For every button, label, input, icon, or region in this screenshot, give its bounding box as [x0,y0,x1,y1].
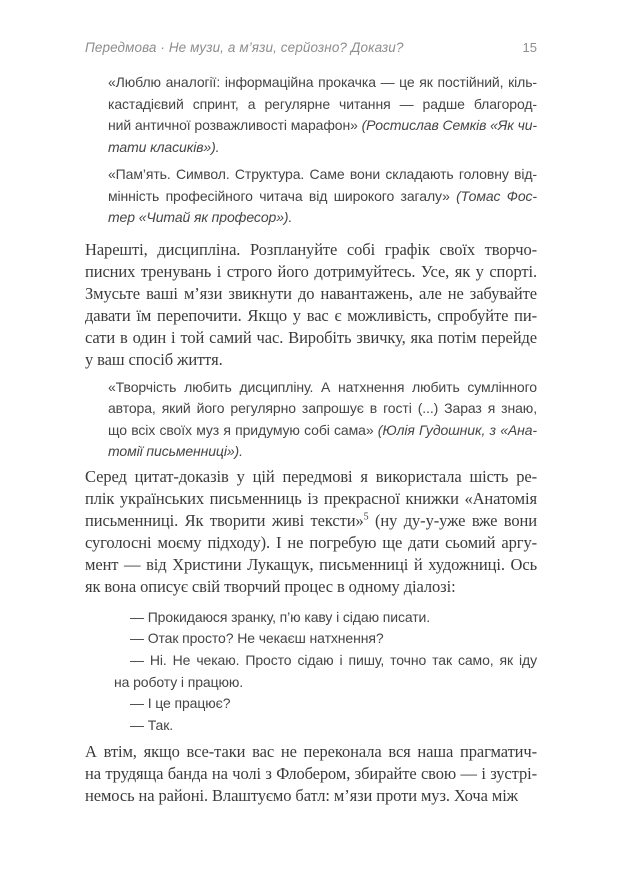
text-line: «Пам’ять. Символ. Структура. Саме вони складають головну від- [108,166,537,182]
dialogue-line: — Так. [130,716,174,733]
text-line: на трудяща банда на чолі з Флобером, збирайте свою — і зустрі- [85,763,537,783]
quote-attribution: (Юлія Гудошник, з «Ана- [377,421,537,438]
text-line: Нарешті, дисципліна. Розплануйте собі графік своїх творчо- [85,239,537,259]
block-quote-hudoshnyk [108,377,537,463]
text-line: Змусьте ваші м’язи звикнути до навантажень, але не забувайте [85,283,537,303]
quote-text: мінність професійного читача від широкого загалу» [108,187,457,204]
body-text: письменниці. Як творити живі тексти» [85,510,364,530]
text-line: А втім, якщо все-таки вас не переконала вся наша прагматич- [85,741,537,761]
text-line [108,115,537,137]
quote-attribution: тер «Читай як професор»). [108,209,293,225]
running-header [85,40,537,55]
text-line: немось на районі. Влаштуємо батл: м’язи проти муз. Хоча між [85,785,518,805]
dialogue-line: — Отак просто? Не чекаєш натхнення? [130,630,384,647]
text-line [108,186,537,208]
text-line: давати їм перепочити. Якщо у вас є можливість, спробуйте пи- [85,305,537,325]
text-line: суголосні моєму підходу). І не погребую ще дати сьомий аргу- [85,532,537,552]
text-line: «Люблю аналогії: інформаційна прокачка — це як постійний, кіль- [108,74,537,90]
block-quote-foster [108,164,537,229]
text-line: плік українських письменниць із прекрасної книжки «Анатомія [85,488,537,508]
dialogue-line: — Прокидаюся зранку, п’ю каву і сідаю писати. [130,608,431,625]
text-line: писних тренувань і строго його дотримуйтесь. Усе, як у спорті. [85,261,537,281]
quote-attribution: тати класиків»). [108,138,220,155]
quote-text: що всіх своїх муз я придумую собі сама» [108,421,378,438]
body-text: (ну ду-у-уже вже вони [368,510,537,530]
text-line: мент — від Христини Лукащук, письменниці й художниці. Ось [85,554,537,574]
quote-attribution: (Томас Фос- [456,187,537,204]
body-paragraph-discipline [85,239,537,371]
text-line: Серед цитат-доказів у цій передмові я використала шість ре- [85,466,537,486]
text-line [85,510,537,532]
text-line: у ваш спосіб життя. [85,349,223,369]
text-line: автора, який його регулярно запрошує в гості (...) Зараз я знаю, [108,400,537,416]
body-paragraph-flaubert [85,741,537,807]
body-paragraph-citations [85,466,537,598]
text-line: як вона описує свій творчий процес в одному діалозі: [85,576,456,596]
page-number: 15 [522,40,537,55]
footnote-marker: 5 [363,511,369,522]
text-line [108,420,537,442]
quote-attribution: томії письменниці»). [108,443,243,459]
text-line: кастадієвий спринт, а регулярне читання — радше благород- [108,95,537,112]
dialogue-line: — І це працює? [130,695,231,712]
running-title: Передмова · Не музи, а м’язи, серйозно? Докази? [85,40,404,55]
quote-attribution: (Ростислав Семків «Як чи- [361,117,537,133]
dialogue-line: на роботу і працюю. [114,673,244,690]
text-line: сати в один і той самий час. Виробіть звичку, яка потім перейде [85,327,537,347]
dialogue-line: — Ні. Не чекаю. Просто сідаю і пишу, точно так само, як іду [130,651,537,668]
quote-text: ний античної розважливості марафон» [108,117,362,133]
dialogue-block [114,607,537,737]
text-line: «Творчість любить дисципліну. А натхнення любить сумлінного [108,378,537,395]
block-quote-semkiv [108,72,537,158]
